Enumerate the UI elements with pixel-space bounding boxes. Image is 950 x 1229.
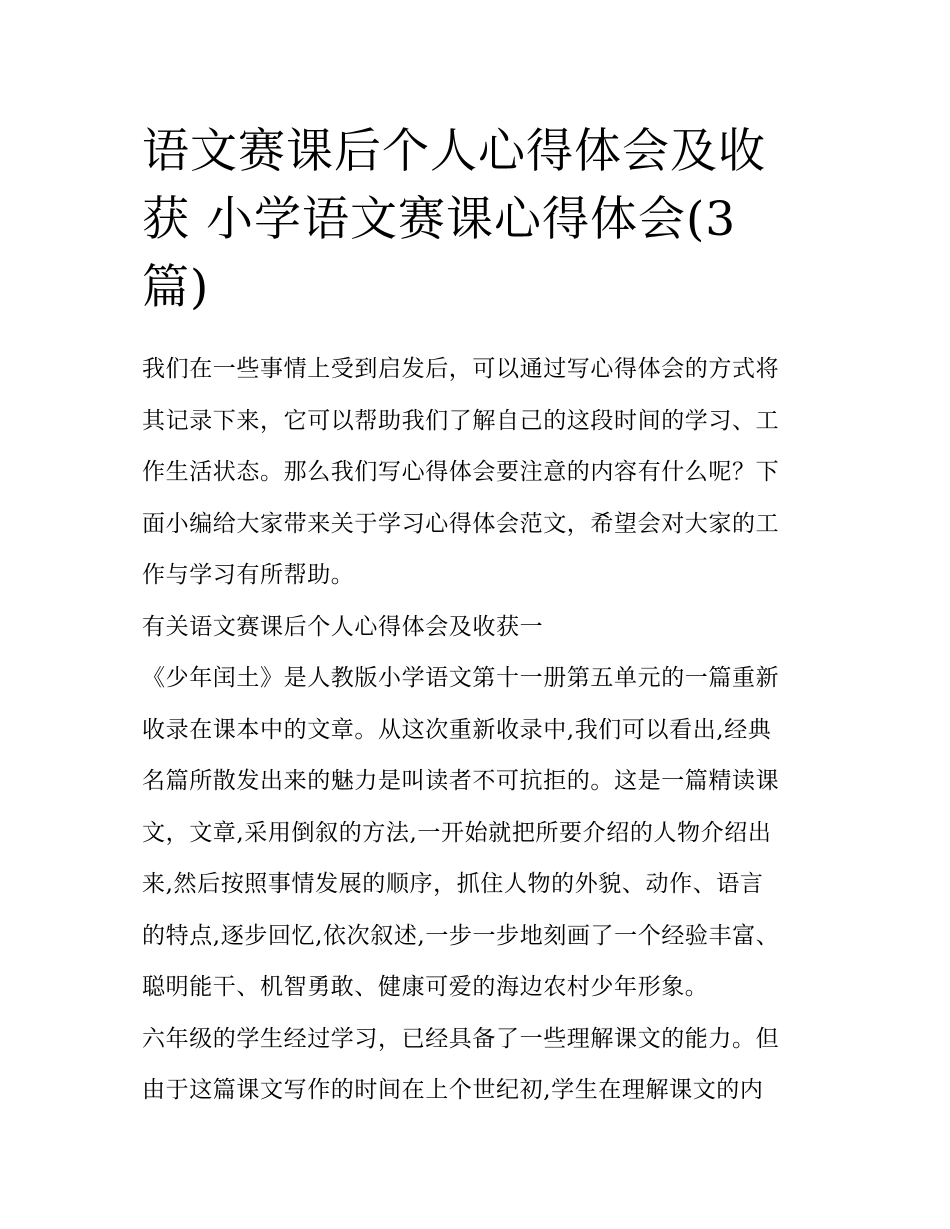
body-line: 《少年闰土》是人教版小学语文第十一册第五单元的一篇重新: [142, 665, 780, 691]
title-line-3: 篇): [142, 260, 210, 315]
body-line: 六年级的学生经过学习，已经具备了一些理解课文的能力。但: [142, 1025, 780, 1052]
body-line: 作与学习有所帮助。: [142, 562, 355, 588]
section-heading: 有关语文赛课后个人心得体会及收获一: [142, 613, 544, 640]
body-line: 文，文章,采用倒叙的方法,一开始就把所要介绍的人物介绍出: [142, 819, 772, 846]
body-line: 我们在一些事情上受到启发后，可以通过写心得体会的方式将: [142, 356, 780, 382]
body-line: 作生活状态。那么我们写心得体会要注意的内容有什么呢？下: [142, 459, 780, 485]
body-line: 面小编给大家带来关于学习心得体会范文，希望会对大家的工: [142, 510, 780, 537]
body-line: 的特点,逐步回忆,依次叙述,一步一步地刻画了一个经验丰富、: [142, 922, 780, 949]
title-line-1: 语文赛课后个人心得体会及收: [142, 124, 766, 179]
document-page: [142, 118, 814, 1117]
document-body: [142, 344, 814, 1117]
body-line: 名篇所散发出来的魅力是叫读者不可抗拒的。这是一篇精读课: [142, 768, 780, 794]
body-line: 来,然后按照事情发展的顺序，抓住人物的外貌、动作、语言: [142, 871, 764, 897]
document-title: [142, 118, 814, 322]
body-line: 其记录下来，它可以帮助我们了解自己的这段时间的学习、工: [142, 407, 780, 434]
body-line: 收录在课本中的文章。从这次重新收录中,我们可以看出,经典: [142, 716, 772, 743]
title-line-2: 获 小学语文赛课心得体会(3: [142, 192, 737, 247]
body-line: 聪明能干、机智勇敢、健康可爱的海边农村少年形象。: [142, 974, 709, 1000]
body-line: 由于这篇课文写作的时间在上个世纪初,学生在理解课文的内: [142, 1077, 764, 1103]
